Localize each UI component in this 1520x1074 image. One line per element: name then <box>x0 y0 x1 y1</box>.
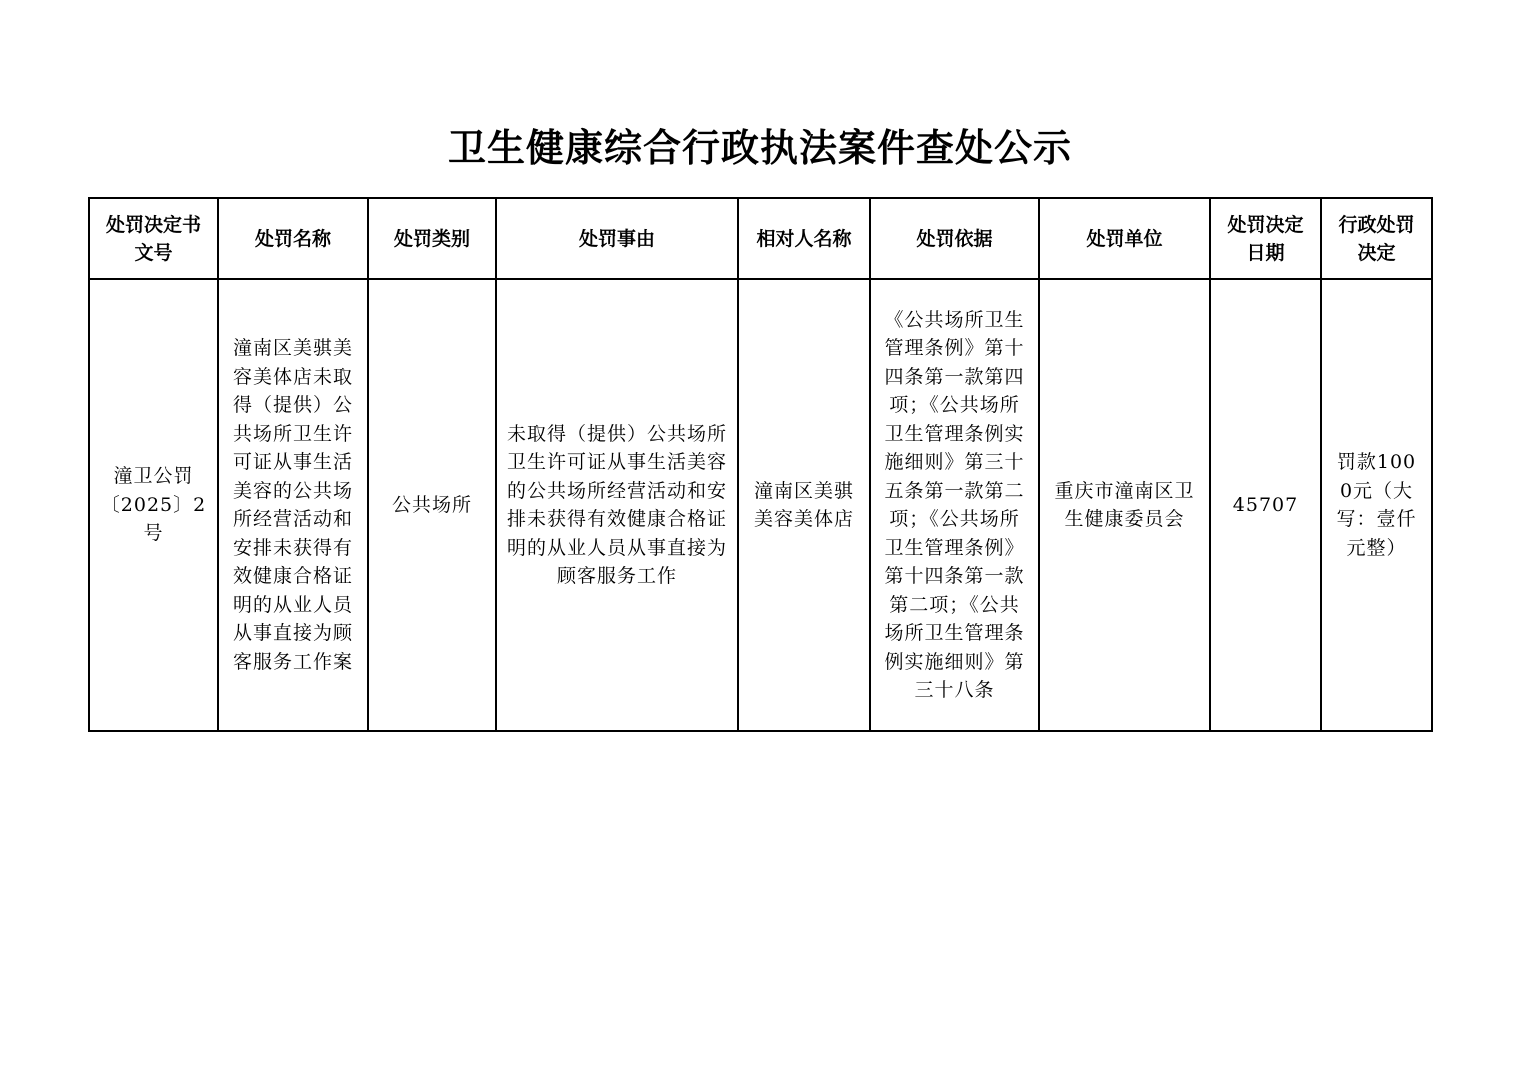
header-penalty-name: 处罚名称 <box>218 198 368 279</box>
cell-party-name: 潼南区美骐美容美体店 <box>738 279 870 731</box>
cell-decision-no: 潼卫公罚〔2025〕2号 <box>89 279 218 731</box>
cell-legal-basis: 《公共场所卫生管理条例》第十四条第一款第四项；《公共场所卫生管理条例实施细则》第三十五条第一款第二项；《公共场所卫生管理条例》第十四条第一款第二项；《公共场所卫生管理条例实施细则》第三十八条 <box>870 279 1039 731</box>
page-title: 卫生健康综合行政执法案件查处公示 <box>447 125 1072 170</box>
cell-reason: 未取得（提供）公共场所卫生许可证从事生活美容的公共场所经营活动和安排未获得有效健康合格证明的从业人员从事直接为顾客服务工作 <box>496 279 738 731</box>
cell-authority: 重庆市潼南区卫生健康委员会 <box>1039 279 1210 731</box>
table-row <box>89 279 1432 731</box>
header-reason: 处罚事由 <box>496 198 738 279</box>
cell-penalty-category: 公共场所 <box>368 279 496 731</box>
header-decision-no: 处罚决定书文号 <box>89 198 218 279</box>
cell-decision-date: 45707 <box>1210 279 1321 731</box>
case-table <box>88 197 1433 732</box>
table-header-row <box>89 198 1432 279</box>
cell-penalty-name: 潼南区美骐美容美体店未取得（提供）公共场所卫生许可证从事生活美容的公共场所经营活动和安排未获得有效健康合格证明的从业人员从事直接为顾客服务工作案 <box>218 279 368 731</box>
header-decision-date: 处罚决定日期 <box>1210 198 1321 279</box>
header-decision: 行政处罚决定 <box>1321 198 1432 279</box>
header-authority: 处罚单位 <box>1039 198 1210 279</box>
header-legal-basis: 处罚依据 <box>870 198 1039 279</box>
cell-decision: 罚款1000元（大写：壹仟元整） <box>1321 279 1432 731</box>
header-penalty-category: 处罚类别 <box>368 198 496 279</box>
header-party-name: 相对人名称 <box>738 198 870 279</box>
